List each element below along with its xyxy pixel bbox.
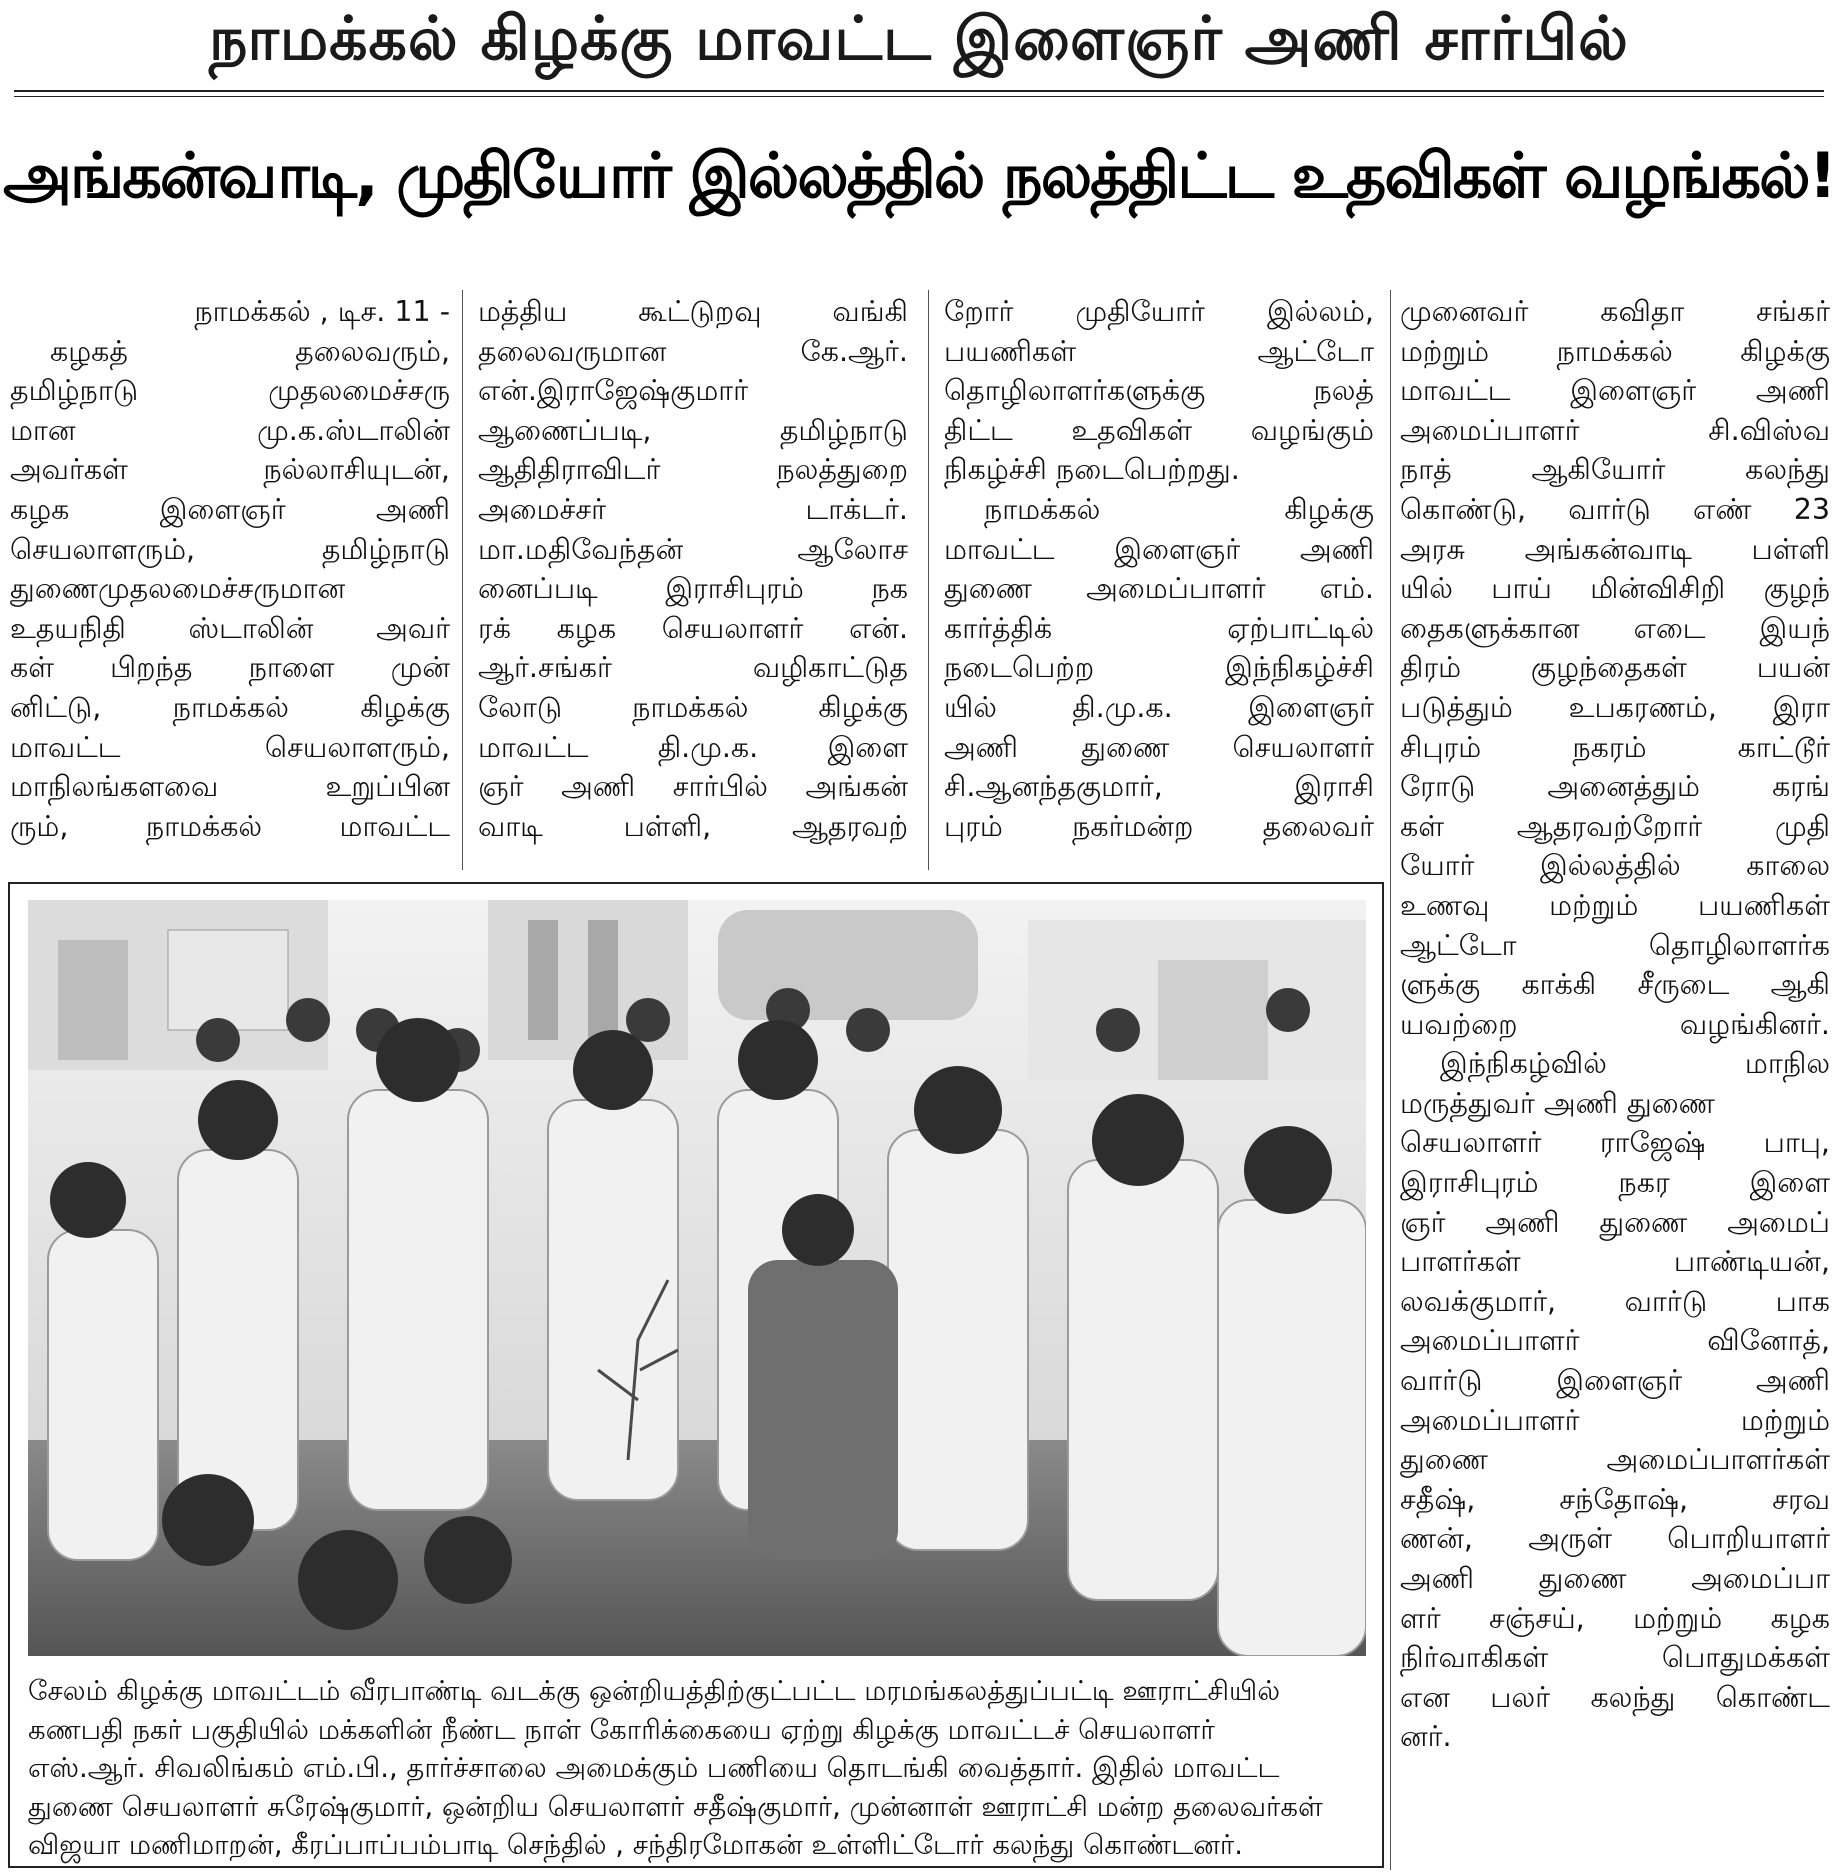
text-line: தைகளுக்கான எடை இயந் [1400, 611, 1830, 645]
text-line: ஆர்.சங்கர் வழிகாட்டுத [478, 651, 908, 685]
text-line: பயணிகள் ஆட்டோ [944, 334, 1374, 368]
text-line: மா.மதிவேந்தன் ஆலோச [478, 532, 908, 566]
text-line: திட்ட உதவிகள் வழங்கும் [944, 413, 1374, 447]
text-line: உதயநிதி ஸ்டாலின் அவர் [10, 611, 450, 645]
text-line: மாவட்ட செயலாளரும், [10, 730, 450, 764]
news-photo [28, 900, 1366, 1656]
text-line: லவக்குமார், வார்டு பாக [1400, 1284, 1830, 1318]
text-line: மற்றும் நாமக்கல் கிழக்கு [1400, 334, 1830, 368]
text-line: திரம் குழந்தைகள் பயன் [1400, 651, 1830, 685]
text-line: முனைவர் கவிதா சங்கர் [1400, 295, 1830, 328]
text-line: நடைபெற்ற இந்நிகழ்ச்சி [944, 651, 1374, 685]
text-line: அவர்கள் நல்லாசியுடன், [10, 453, 450, 487]
text-line: கழக இளைஞர் அணி [10, 492, 450, 526]
text-line: நாமக்கல் , டிச. 11 - [194, 295, 450, 328]
caption-line: எஸ்.ஆர். சிவலிங்கம் எம்.பி., தார்ச்சாலை அமைக்கும் பணியை தொடங்கி வைத்தார். இதில் மாவட்ட [28, 1752, 1280, 1784]
text-line: துணைமுதலமைச்சருமான [10, 572, 346, 606]
text-line: நிகழ்ச்சி நடைபெற்றது. [944, 453, 1240, 487]
text-line: யவற்றை வழங்கினர். [1400, 1007, 1830, 1041]
text-line: றோர் முதியோர் இல்லம், [944, 295, 1374, 328]
caption-line: கணபதி நகர் பகுதியில் மக்களின் நீண்ட நாள் கோரிக்கையை ஏற்று கிழக்கு மாவட்டச் செயலாளர் [28, 1713, 1215, 1746]
text-line: கள் ஆதரவற்றோர் முதி [1400, 809, 1830, 843]
text-line: யில் பாய் மின்விசிறி குழந் [1400, 572, 1830, 606]
main-headline: அங்கன்வாடி, முதியோர் இல்லத்தில் நலத்திட்ட உதவிகள் வழங்கல்! [3, 139, 1835, 212]
text-line: இந்நிகழ்வில் மாநில [1440, 1047, 1830, 1081]
text-line: அமைப்பாளர் சி.விஸ்வ [1400, 413, 1830, 447]
text-line: இராசிபுரம் நகர இளை [1400, 1166, 1830, 1200]
text-line: நிர்வாகிகள் பொதுமக்கள் [1400, 1641, 1830, 1675]
text-line: அணி துணை செயலாளர் [944, 730, 1374, 764]
text-line: துணை அமைப்பாளர் எம். [944, 572, 1374, 606]
text-line: கள் பிறந்த நாளை முன் [10, 651, 450, 685]
caption-line: விஜயா மணிமாறன், கீரப்பாப்பம்பாடி செந்தில் , சந்திரமோகன் உள்ளிட்டோர் கலந்து கொண்டனர். [28, 1829, 1244, 1861]
text-line: ஞர் அணி சார்பில் அங்கன் [478, 770, 908, 804]
text-line: மாவட்ட இளைஞர் அணி [944, 532, 1374, 566]
article-column-4 [1400, 292, 1830, 1757]
text-line: புரம் நகர்மன்ற தலைவர் [944, 809, 1374, 843]
text-line: லோடு நாமக்கல் கிழக்கு [478, 690, 908, 724]
article-column-3 [944, 292, 1374, 846]
text-line: யில் தி.மு.க. இளைஞர் [944, 690, 1374, 724]
text-line: ஆணைப்படி, தமிழ்நாடு [478, 413, 908, 447]
kicker-rule [14, 90, 1824, 92]
text-line: ளுக்கு காக்கி சீருடை ஆகி [1400, 968, 1830, 1002]
text-line: செயலாளரும், தமிழ்நாடு [10, 532, 450, 566]
photo-frame [8, 882, 1384, 1868]
article-column-1 [10, 292, 450, 846]
photo-illustration [28, 900, 1366, 1656]
text-line: அமைப்பாளர் வினோத், [1400, 1324, 1830, 1358]
text-line: ஆட்டோ தொழிலாளர்க [1400, 928, 1830, 962]
text-line: தொழிலாளர்களுக்கு நலத் [944, 374, 1374, 408]
text-line: ரக் கழக செயலாளர் என். [478, 611, 908, 645]
text-line: என்.இராஜேஷ்குமார் [478, 374, 749, 408]
text-line: கார்த்திக் ஏற்பாட்டில் [944, 611, 1374, 645]
column-divider [928, 290, 929, 870]
text-line: என பலர் கலந்து கொண்ட [1400, 1680, 1830, 1714]
text-line: மருத்துவர் அணி துணை [1400, 1086, 1715, 1120]
text-line: னிட்டு, நாமக்கல் கிழக்கு [10, 690, 450, 724]
text-line: நாத் ஆகியோர் கலந்து [1400, 453, 1830, 487]
text-line: னைப்படி இராசிபுரம் நக [478, 572, 908, 606]
text-line: னர். [1400, 1720, 1452, 1754]
text-line: சிபுரம் நகரம் காட்டூர் [1400, 730, 1830, 764]
text-line: படுத்தும் உபகரணம், இரா [1400, 690, 1830, 724]
text-line: அரசு அங்கன்வாடி பள்ளி [1400, 532, 1830, 566]
text-line: மான மு.க.ஸ்டாலின் [10, 413, 450, 447]
column-divider [462, 290, 463, 870]
text-line: ரும், நாமக்கல் மாவட்ட [10, 809, 450, 843]
text-line: தலைவருமான கே.ஆர். [478, 334, 908, 368]
text-line: தமிழ்நாடு முதலமைச்சரு [10, 374, 450, 408]
text-line: அணி துணை அமைப்பா [1400, 1562, 1830, 1595]
text-line: துணை அமைப்பாளர்கள் [1400, 1443, 1830, 1477]
caption-line: துணை செயலாளர் சுரேஷ்குமார், ஒன்றிய செயலாளர் சதீஷ்குமார், முன்னாள் ஊராட்சி மன்ற தலைவர்கள் [28, 1790, 1323, 1823]
kicker-headline: நாமக்கல் கிழக்கு மாவட்ட இளைஞர் அணி சார்பில் [209, 4, 1629, 74]
text-line: அமைப்பாளர் மற்றும் [1400, 1403, 1830, 1437]
text-line: சி.ஆனந்தகுமார், இராசி [944, 770, 1374, 804]
kicker-rule-thin [14, 96, 1824, 97]
text-line: யோர் இல்லத்தில் காலை [1400, 849, 1830, 883]
text-line: ளர் சஞ்சய், மற்றும் கழக [1400, 1601, 1830, 1635]
text-line: செயலாளர் ராஜேஷ் பாபு, [1400, 1126, 1830, 1160]
text-line: உணவு மற்றும் பயணிகள் [1400, 888, 1830, 922]
text-line: வாடி பள்ளி, ஆதரவற் [478, 809, 908, 843]
text-line: ஆதிதிராவிடர் நலத்துறை [478, 453, 908, 487]
text-line: மாவட்ட இளைஞர் அணி [1400, 374, 1830, 408]
text-line: கொண்டு, வார்டு எண் 23 [1400, 492, 1830, 526]
text-line: ரோடு அனைத்தும் கரங் [1400, 770, 1830, 804]
text-line: மத்திய கூட்டுறவு வங்கி [478, 295, 908, 328]
photo-caption [28, 1672, 1368, 1865]
text-line: ணன், அருள் பொறியாளர் [1400, 1522, 1830, 1556]
text-line: ஞர் அணி துணை அமைப் [1400, 1205, 1830, 1239]
text-line: வார்டு இளைஞர் அணி [1400, 1364, 1830, 1398]
text-line: அமைச்சர் டாக்டர். [478, 492, 908, 526]
text-line: மாநிலங்களவை உறுப்பின [10, 770, 450, 804]
text-line: மாவட்ட தி.மு.க. இளை [478, 730, 908, 764]
column-divider [1390, 290, 1391, 1870]
text-line: கழகத் தலைவரும், [50, 334, 450, 368]
text-line: சதீஷ், சந்தோஷ், சரவ [1400, 1482, 1830, 1516]
article-column-2 [478, 292, 908, 846]
text-line: நாமக்கல் கிழக்கு [984, 492, 1374, 526]
text-line: பாளர்கள் பாண்டியன், [1400, 1245, 1830, 1279]
caption-line: சேலம் கிழக்கு மாவட்டம் வீரபாண்டி வடக்கு ஒன்றியத்திற்குட்பட்ட மரமங்கலத்துப்பட்டி ஊராட்சியில் [28, 1675, 1281, 1707]
